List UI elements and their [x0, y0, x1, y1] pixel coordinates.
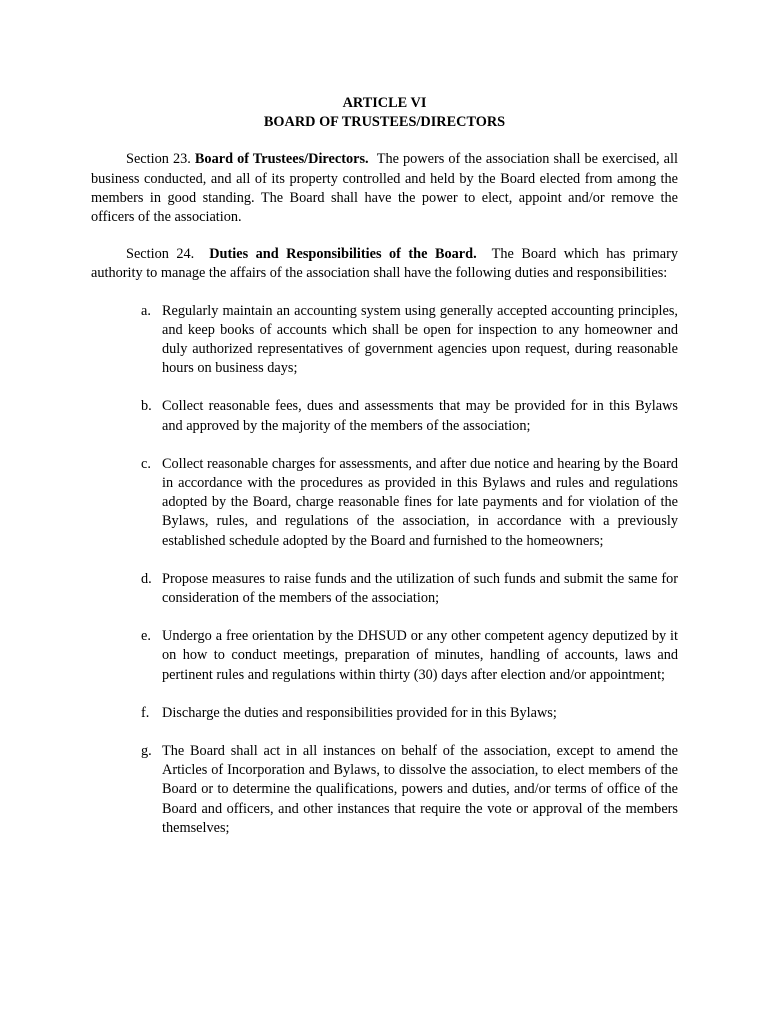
list-item — [141, 302, 678, 379]
list-item — [141, 742, 678, 838]
list-item-text: The Board shall act in all instances on behalf of the association, except to amend the Articles of Incorporation and Bylaws, to dissolve the association, to elect members of the Board or to determine the qualifications, powers and duties, and/or terms of office of the Board and officers, and other instances that require the vote or approval of the members themselves; — [162, 743, 678, 836]
section-24-body: The Board which has primary authority to manage the affairs of the association shall have the following duties and responsibilities: — [91, 246, 679, 282]
article-heading — [91, 94, 678, 132]
section-24 — [91, 245, 678, 283]
list-item-letter: g. — [141, 743, 152, 760]
list-item-text: Collect reasonable charges for assessments, and after due notice and hearing by the Board in accordance with the procedures as provided in this Bylaws and rules and regulations adopted by the Board, charge reasonable fines for late payments and for violation of the Bylaws, rules, and regulations of the association, in accordance with a previously established schedule adopted by the Board and furnished to the homeowners; — [162, 455, 678, 549]
list-item — [141, 570, 678, 608]
list-item-text: Discharge the duties and responsibilities provided for in this Bylaws; — [162, 704, 557, 721]
section-24-title: Duties and Responsibilities of the Board. — [209, 246, 477, 263]
list-item-text: Regularly maintain an accounting system using generally accepted accounting principles, and keep books of accounts which shall be open for inspection to any homeowner and duly authorized representatives of government agencies upon request, during reasonable hours on business days; — [162, 302, 678, 377]
list-item — [141, 397, 678, 435]
article-title: BOARD OF TRUSTEES/DIRECTORS — [263, 114, 506, 131]
list-item — [141, 627, 678, 685]
list-item-letter: a. — [141, 302, 151, 319]
list-item-text: Propose measures to raise funds and the utilization of such funds and submit the same for consideration of the members of the association; — [162, 570, 678, 607]
list-item-text: Undergo a free orientation by the DHSUD or any other competent agency deputized by it on how to conduct meetings, preparation of minutes, handling of accounts, laws and pertinent rules and regulations within thirty (30) days after election and/or appointment; — [162, 628, 678, 683]
list-item-letter: d. — [141, 570, 152, 587]
section-23 — [91, 150, 678, 227]
section-24-number: Section 24. — [126, 246, 195, 263]
list-item-letter: b. — [141, 398, 152, 415]
list-item — [141, 455, 678, 551]
article-number: ARTICLE VI — [342, 95, 427, 111]
list-item-letter: c. — [141, 455, 151, 472]
list-item-text: Collect reasonable fees, dues and assessments that may be provided for in this Bylaws and approved by the majority of the members of the association; — [162, 398, 678, 434]
section-23-title: Board of Trustees/Directors. — [194, 151, 369, 168]
list-item — [141, 704, 678, 723]
list-item-letter: f. — [141, 704, 150, 721]
section-23-body: The powers of the association shall be exercised, all business conducted, and all of its property controlled and held by the Board elected from among the members in good standing. The Board shall have the power to elect, appoint and/or remove the officers of the association. — [91, 151, 678, 226]
section-23-number: Section 23. — [126, 151, 191, 168]
duties-list — [91, 302, 678, 838]
list-item-letter: e. — [141, 628, 151, 645]
